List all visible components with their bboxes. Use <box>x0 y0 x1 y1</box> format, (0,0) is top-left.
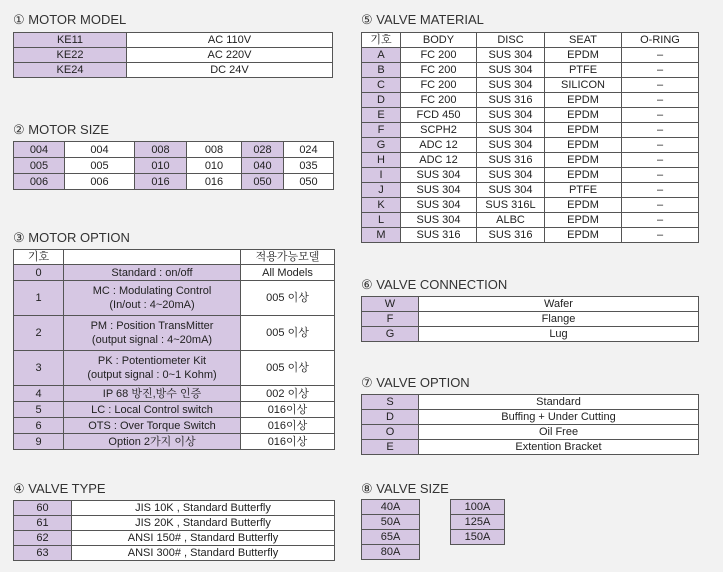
motor-size-cell: 010 <box>135 158 187 174</box>
table-row <box>362 138 699 153</box>
motor-option-code: 4 <box>14 386 64 402</box>
valve-material-cell: – <box>622 78 699 93</box>
motor-model-code: KE11 <box>14 33 127 48</box>
motor-size-cell: 010 <box>187 158 242 174</box>
valve-option-desc: Oil Free <box>419 425 699 440</box>
motor-size-cell: 040 <box>242 158 284 174</box>
valve-material-cell: K <box>362 198 401 213</box>
valve-material-cell: SUS 316 <box>401 228 477 243</box>
motor-size-cell: 005 <box>14 158 65 174</box>
valve-material-cell: SUS 304 <box>401 168 477 183</box>
valve-type-code: 61 <box>14 516 72 531</box>
table-row <box>362 440 699 455</box>
motor-model-voltage: AC 110V <box>127 33 333 48</box>
valve-size-cell: 80A <box>362 545 420 560</box>
table-row <box>362 78 699 93</box>
valve-size-cell: 125A <box>451 515 505 530</box>
motor-model-voltage: DC 24V <box>127 63 333 78</box>
motor-option-desc <box>64 316 241 351</box>
valve-option-code: S <box>362 395 419 410</box>
valve-material-cell: FCD 450 <box>401 108 477 123</box>
valve-material-cell: A <box>362 48 401 63</box>
motor-option-code: 9 <box>14 434 64 450</box>
valve-type-desc: ANSI 150# , Standard Butterfly <box>72 531 335 546</box>
motor-option-desc <box>64 281 241 316</box>
valve-material-cell: SUS 304 <box>477 48 545 63</box>
table-row <box>362 410 699 425</box>
valve-material-cell: – <box>622 123 699 138</box>
motor-option-desc <box>64 418 241 434</box>
valve-material-cell: EPDM <box>545 93 622 108</box>
motor-option-desc <box>64 386 241 402</box>
motor-option-desc-line: MC : Modulating Control <box>92 285 212 297</box>
vm-header-code: 기호 <box>362 33 401 48</box>
table-row <box>14 142 334 158</box>
motor-size-cell: 016 <box>187 174 242 190</box>
valve-material-cell: SUS 304 <box>401 198 477 213</box>
valve-material-cell: – <box>622 93 699 108</box>
valve-connection-desc: Lug <box>419 327 699 342</box>
motor-model-title: ① MOTOR MODEL <box>13 12 127 27</box>
valve-material-cell: SUS 304 <box>477 123 545 138</box>
table-row <box>14 546 335 561</box>
valve-material-cell: I <box>362 168 401 183</box>
table-row <box>14 516 335 531</box>
table-row <box>14 265 335 281</box>
valve-size-cell: 150A <box>451 530 505 545</box>
valve-option-code: D <box>362 410 419 425</box>
motor-option-desc <box>64 434 241 450</box>
valve-material-cell: H <box>362 153 401 168</box>
valve-material-cell: M <box>362 228 401 243</box>
valve-material-cell: – <box>622 153 699 168</box>
table-row <box>362 108 699 123</box>
valve-size-cell: 50A <box>362 515 420 530</box>
valve-material-cell: F <box>362 123 401 138</box>
valve-option-code: E <box>362 440 419 455</box>
table-row <box>14 281 335 316</box>
motor-option-model: 002 이상 <box>241 386 335 402</box>
motor-size-cell: 006 <box>65 174 135 190</box>
table-row <box>14 501 335 516</box>
valve-connection-desc: Wafer <box>419 297 699 312</box>
motor-option-desc-line: PM : Position TransMitter <box>90 320 214 332</box>
valve-material-cell: SUS 304 <box>477 108 545 123</box>
table-row <box>14 63 333 78</box>
valve-option-code: O <box>362 425 419 440</box>
motor-option-model: 016이상 <box>241 418 335 434</box>
valve-size-cell: 65A <box>362 530 420 545</box>
motor-size-cell: 004 <box>14 142 65 158</box>
vm-header-oring: O-RING <box>622 33 699 48</box>
valve-material-cell: SUS 304 <box>477 183 545 198</box>
valve-material-cell: ALBC <box>477 213 545 228</box>
motor-option-desc-line: (In/out : 4~20mA) <box>109 299 195 311</box>
mo-header-code: 기호 <box>14 250 64 265</box>
vm-header-seat: SEAT <box>545 33 622 48</box>
motor-option-desc <box>64 351 241 386</box>
valve-material-cell: SCPH2 <box>401 123 477 138</box>
valve-connection-code: G <box>362 327 419 342</box>
motor-option-desc-line: OTS : Over Torque Switch <box>88 419 216 432</box>
valve-material-cell: SILICON <box>545 78 622 93</box>
valve-material-cell: SUS 304 <box>401 183 477 198</box>
motor-size-cell: 028 <box>242 142 284 158</box>
valve-connection-code: F <box>362 312 419 327</box>
valve-type-desc: JIS 20K , Standard Butterfly <box>72 516 335 531</box>
table-row <box>362 500 420 515</box>
table-row <box>362 63 699 78</box>
motor-option-model: All Models <box>241 265 335 281</box>
table-row <box>14 531 335 546</box>
valve-option-desc: Buffing + Under Cutting <box>419 410 699 425</box>
table-row <box>362 123 699 138</box>
mo-header-desc <box>64 250 241 265</box>
table-row <box>362 168 699 183</box>
motor-option-code: 1 <box>14 281 64 316</box>
motor-size-cell: 005 <box>65 158 135 174</box>
motor-option-desc-line: (output signal : 4~20mA) <box>91 334 213 346</box>
motor-size-cell: 006 <box>14 174 65 190</box>
valve-material-cell: – <box>622 138 699 153</box>
valve-type-table <box>13 500 335 561</box>
motor-option-model: 016이상 <box>241 434 335 450</box>
motor-option-table <box>13 249 335 450</box>
valve-material-cell: FC 200 <box>401 78 477 93</box>
valve-material-cell: FC 200 <box>401 63 477 78</box>
valve-type-code: 63 <box>14 546 72 561</box>
motor-option-desc <box>64 265 241 281</box>
motor-size-cell: 008 <box>135 142 187 158</box>
valve-material-cell: SUS 316L <box>477 198 545 213</box>
valve-material-cell: EPDM <box>545 168 622 183</box>
table-row <box>14 418 335 434</box>
table-row <box>14 158 334 174</box>
motor-model-code: KE24 <box>14 63 127 78</box>
vm-header-disc: DISC <box>477 33 545 48</box>
valve-material-cell: SUS 304 <box>477 78 545 93</box>
valve-connection-desc: Flange <box>419 312 699 327</box>
valve-type-desc: ANSI 300# , Standard Butterfly <box>72 546 335 561</box>
table-row <box>362 213 699 228</box>
motor-option-model: 005 이상 <box>241 281 335 316</box>
valve-material-cell: EPDM <box>545 138 622 153</box>
motor-size-cell: 050 <box>242 174 284 190</box>
motor-size-cell: 008 <box>187 142 242 158</box>
valve-option-desc: Extention Bracket <box>419 440 699 455</box>
table-row <box>362 530 420 545</box>
motor-option-desc-line: LC : Local Control switch <box>91 403 213 416</box>
vm-header-body: BODY <box>401 33 477 48</box>
valve-material-table <box>361 32 699 243</box>
table-row <box>362 425 699 440</box>
motor-option-desc-line: PK : Potentiometer Kit <box>97 355 207 367</box>
motor-model-table <box>13 32 333 78</box>
valve-material-cell: SUS 316 <box>477 153 545 168</box>
valve-material-cell: L <box>362 213 401 228</box>
valve-material-cell: FC 200 <box>401 93 477 108</box>
table-row <box>14 351 335 386</box>
table-row <box>362 153 699 168</box>
table-row <box>362 297 699 312</box>
valve-option-desc: Standard <box>419 395 699 410</box>
valve-material-cell: B <box>362 63 401 78</box>
motor-size-cell: 035 <box>284 158 334 174</box>
mo-header-model: 적용가능모델 <box>241 250 335 265</box>
valve-material-cell: EPDM <box>545 153 622 168</box>
table-row <box>14 48 333 63</box>
motor-option-code: 5 <box>14 402 64 418</box>
table-row <box>14 402 335 418</box>
motor-option-title: ③ MOTOR OPTION <box>13 230 130 245</box>
valve-option-table <box>361 394 699 455</box>
table-row <box>362 395 699 410</box>
valve-material-cell: EPDM <box>545 228 622 243</box>
valve-material-cell: SUS 304 <box>477 63 545 78</box>
table-row <box>362 198 699 213</box>
table-row <box>362 545 420 560</box>
table-row <box>362 183 699 198</box>
valve-material-cell: SUS 304 <box>477 138 545 153</box>
valve-material-cell: EPDM <box>545 123 622 138</box>
motor-size-cell: 024 <box>284 142 334 158</box>
motor-option-code: 3 <box>14 351 64 386</box>
valve-material-cell: J <box>362 183 401 198</box>
valve-material-cell: – <box>622 63 699 78</box>
valve-type-title: ④ VALVE TYPE <box>13 481 106 496</box>
motor-size-table <box>13 141 334 190</box>
motor-size-cell: 004 <box>65 142 135 158</box>
valve-material-cell: SUS 316 <box>477 228 545 243</box>
valve-material-cell: ADC 12 <box>401 138 477 153</box>
valve-material-cell: – <box>622 183 699 198</box>
table-row <box>451 500 505 515</box>
motor-option-desc-line: Standard : on/off <box>111 266 193 279</box>
motor-size-cell: 016 <box>135 174 187 190</box>
valve-material-cell: EPDM <box>545 198 622 213</box>
table-row <box>14 316 335 351</box>
valve-material-title: ⑤ VALVE MATERIAL <box>361 12 484 27</box>
motor-size-cell: 050 <box>284 174 334 190</box>
motor-option-code: 2 <box>14 316 64 351</box>
valve-material-cell: FC 200 <box>401 48 477 63</box>
valve-type-code: 60 <box>14 501 72 516</box>
motor-option-code: 6 <box>14 418 64 434</box>
motor-option-code: 0 <box>14 265 64 281</box>
table-row <box>362 93 699 108</box>
table-row <box>362 515 420 530</box>
table-row <box>14 434 335 450</box>
valve-connection-table <box>361 296 699 342</box>
motor-option-desc-line: (output signal : 0~1 Kohm) <box>87 369 217 381</box>
table-row <box>451 515 505 530</box>
motor-option-desc <box>64 402 241 418</box>
motor-option-model: 005 이상 <box>241 351 335 386</box>
valve-material-cell: – <box>622 213 699 228</box>
motor-option-model: 016이상 <box>241 402 335 418</box>
valve-material-cell: – <box>622 168 699 183</box>
valve-material-cell: EPDM <box>545 48 622 63</box>
valve-material-cell: PTFE <box>545 183 622 198</box>
motor-option-desc-line: IP 68 방진,방수 인증 <box>102 387 202 400</box>
valve-type-desc: JIS 10K , Standard Butterfly <box>72 501 335 516</box>
valve-size-cell: 100A <box>451 500 505 515</box>
valve-material-cell: – <box>622 198 699 213</box>
valve-material-cell: – <box>622 228 699 243</box>
motor-size-title: ② MOTOR SIZE <box>13 122 109 137</box>
valve-material-cell: SUS 304 <box>477 168 545 183</box>
table-row <box>362 228 699 243</box>
valve-material-cell: PTFE <box>545 63 622 78</box>
valve-material-cell: SUS 304 <box>401 213 477 228</box>
valve-material-cell: C <box>362 78 401 93</box>
table-row <box>14 386 335 402</box>
valve-material-cell: EPDM <box>545 213 622 228</box>
valve-material-cell: – <box>622 48 699 63</box>
table-row <box>362 48 699 63</box>
motor-option-model: 005 이상 <box>241 316 335 351</box>
valve-material-cell: D <box>362 93 401 108</box>
valve-size-table-1 <box>361 499 420 560</box>
valve-size-table-2 <box>450 499 505 545</box>
motor-option-desc-line: Option 2가지 이상 <box>108 435 196 448</box>
motor-model-voltage: AC 220V <box>127 48 333 63</box>
valve-option-title: ⑦ VALVE OPTION <box>361 375 470 390</box>
valve-connection-code: W <box>362 297 419 312</box>
valve-material-cell: E <box>362 108 401 123</box>
table-row <box>362 312 699 327</box>
table-row <box>451 530 505 545</box>
valve-material-cell: – <box>622 108 699 123</box>
valve-type-code: 62 <box>14 531 72 546</box>
valve-material-cell: ADC 12 <box>401 153 477 168</box>
table-row <box>14 174 334 190</box>
motor-model-code: KE22 <box>14 48 127 63</box>
valve-material-cell: EPDM <box>545 108 622 123</box>
table-row <box>362 327 699 342</box>
valve-material-cell: SUS 316 <box>477 93 545 108</box>
table-row <box>14 33 333 48</box>
valve-size-title: ⑧ VALVE SIZE <box>361 481 449 496</box>
valve-material-cell: G <box>362 138 401 153</box>
valve-connection-title: ⑥ VALVE CONNECTION <box>361 277 508 292</box>
valve-size-cell: 40A <box>362 500 420 515</box>
